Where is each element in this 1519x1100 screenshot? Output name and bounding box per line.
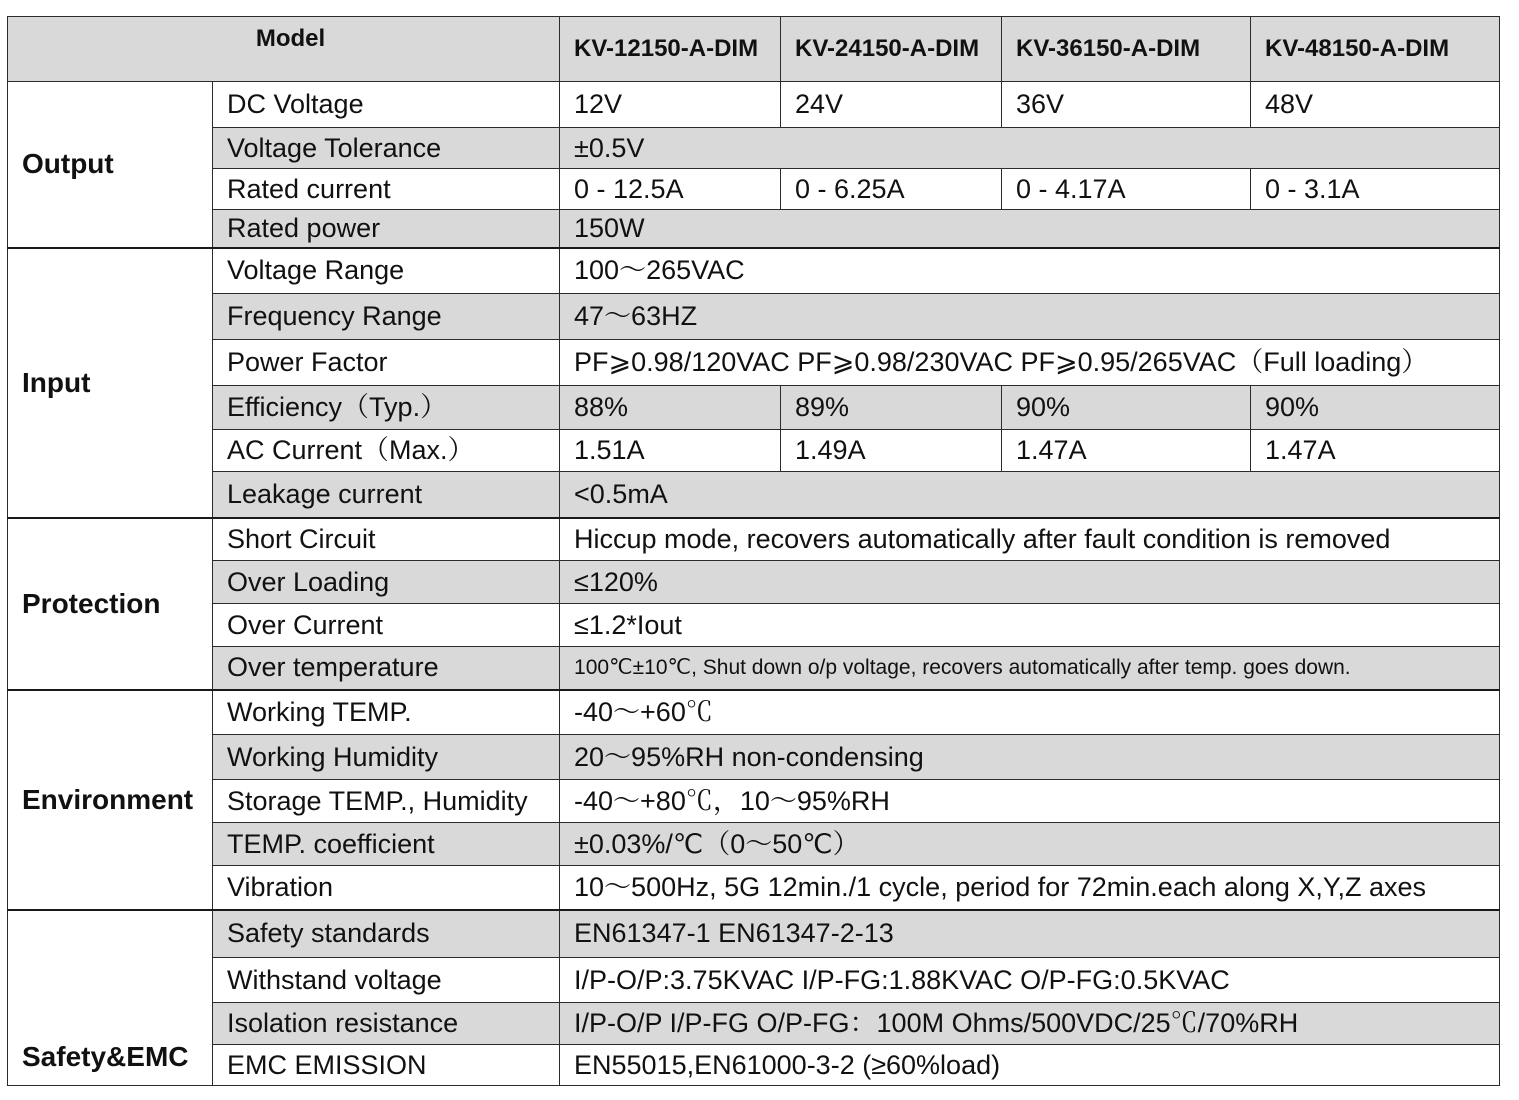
row-emc-emission	[8, 1045, 1500, 1086]
label-rated-power: Rated power	[213, 210, 560, 248]
value-rated-current-4: 0 - 3.1A	[1251, 169, 1500, 210]
row-temp-coefficient	[8, 823, 1500, 866]
row-short-circuit	[8, 518, 1500, 561]
row-working-temp	[8, 690, 1500, 735]
value-short-circuit: Hiccup mode, recovers automatically after fault condition is removed	[560, 518, 1500, 561]
row-frequency-range	[8, 294, 1500, 340]
row-over-temperature	[8, 647, 1500, 690]
value-emc-emission: EN55015,EN61000-3-2 (≥60%load)	[560, 1045, 1500, 1086]
label-ac-current: AC Current（Max.）	[213, 430, 560, 472]
value-efficiency-1: 88%	[560, 386, 781, 430]
label-over-loading: Over Loading	[213, 561, 560, 604]
label-short-circuit: Short Circuit	[213, 518, 560, 561]
value-efficiency-4: 90%	[1251, 386, 1500, 430]
value-ac-current-3: 1.47A	[1002, 430, 1251, 472]
row-isolation-resistance	[8, 1003, 1500, 1045]
value-rated-current-2: 0 - 6.25A	[781, 169, 1002, 210]
label-working-humidity: Working Humidity	[213, 735, 560, 780]
value-storage: -40～+80℃，10～95%RH	[560, 780, 1500, 823]
label-temp-coefficient: TEMP. coefficient	[213, 823, 560, 866]
row-dc-voltage	[8, 82, 1500, 128]
group-environment: Environment	[8, 690, 213, 910]
group-protection: Protection	[8, 518, 213, 690]
label-efficiency: Efficiency（Typ.）	[213, 386, 560, 430]
value-dc-voltage-3: 36V	[1002, 82, 1251, 128]
label-over-temperature: Over temperature	[213, 647, 560, 690]
label-voltage-range: Voltage Range	[213, 248, 560, 294]
label-voltage-tolerance: Voltage Tolerance	[213, 128, 560, 169]
row-safety-standards	[8, 910, 1500, 958]
row-storage	[8, 780, 1500, 823]
label-isolation-resistance: Isolation resistance	[213, 1003, 560, 1045]
label-vibration: Vibration	[213, 866, 560, 910]
row-efficiency	[8, 386, 1500, 430]
value-over-loading: ≤120%	[560, 561, 1500, 604]
label-withstand-voltage: Withstand voltage	[213, 958, 560, 1003]
value-dc-voltage-1: 12V	[560, 82, 781, 128]
group-input: Input	[8, 248, 213, 518]
group-safety-emc: Safety&EMC	[8, 910, 213, 1086]
label-leakage-current: Leakage current	[213, 472, 560, 518]
value-over-temperature: 100℃±10℃, Shut down o/p voltage, recovers automatically after temp. goes down.	[560, 647, 1500, 690]
value-isolation-resistance: I/P-O/P I/P-FG O/P-FG：100M Ohms/500VDC/25℃/70%RH	[560, 1003, 1500, 1045]
group-output: Output	[8, 82, 213, 248]
row-voltage-range	[8, 248, 1500, 294]
value-dc-voltage-4: 48V	[1251, 82, 1500, 128]
value-efficiency-2: 89%	[781, 386, 1002, 430]
row-over-loading	[8, 561, 1500, 604]
label-storage: Storage TEMP., Humidity	[213, 780, 560, 823]
value-rated-power: 150W	[560, 210, 1500, 248]
value-ac-current-1: 1.51A	[560, 430, 781, 472]
value-rated-current-3: 0 - 4.17A	[1002, 169, 1251, 210]
value-dc-voltage-2: 24V	[781, 82, 1002, 128]
value-ac-current-2: 1.49A	[781, 430, 1002, 472]
model-3-header: KV-36150-A-DIM	[1002, 17, 1251, 82]
value-withstand-voltage: I/P-O/P:3.75KVAC I/P-FG:1.88KVAC O/P-FG:0.5KVAC	[560, 958, 1500, 1003]
model-4-header: KV-48150-A-DIM	[1251, 17, 1500, 82]
value-ac-current-4: 1.47A	[1251, 430, 1500, 472]
row-working-humidity	[8, 735, 1500, 780]
row-rated-power	[8, 210, 1500, 248]
label-rated-current: Rated current	[213, 169, 560, 210]
label-safety-standards: Safety standards	[213, 910, 560, 958]
label-over-current: Over Current	[213, 604, 560, 647]
model-2-header: KV-24150-A-DIM	[781, 17, 1002, 82]
row-withstand-voltage	[8, 958, 1500, 1003]
row-voltage-tolerance	[8, 128, 1500, 169]
header-row	[8, 17, 1500, 82]
value-safety-standards: EN61347-1 EN61347-2-13	[560, 910, 1500, 958]
value-power-factor: PF⩾0.98/120VAC PF⩾0.98/230VAC PF⩾0.95/265VAC（Full loading）	[560, 340, 1500, 386]
label-working-temp: Working TEMP.	[213, 690, 560, 735]
value-working-humidity: 20～95%RH non-condensing	[560, 735, 1500, 780]
value-temp-coefficient: ±0.03%/℃（0～50℃）	[560, 823, 1500, 866]
value-voltage-range: 100～265VAC	[560, 248, 1500, 294]
row-vibration	[8, 866, 1500, 910]
value-working-temp: -40～+60℃	[560, 690, 1500, 735]
value-rated-current-1: 0 - 12.5A	[560, 169, 781, 210]
value-frequency-range: 47～63HZ	[560, 294, 1500, 340]
spec-table	[7, 16, 1500, 1086]
value-over-current: ≤1.2*Iout	[560, 604, 1500, 647]
model-1-header: KV-12150-A-DIM	[560, 17, 781, 82]
label-emc-emission: EMC EMISSION	[213, 1045, 560, 1086]
value-vibration: 10～500Hz, 5G 12min./1 cycle, period for 72min.each along X,Y,Z axes	[560, 866, 1500, 910]
model-header: Model	[8, 17, 560, 82]
value-efficiency-3: 90%	[1002, 386, 1251, 430]
row-ac-current	[8, 430, 1500, 472]
row-over-current	[8, 604, 1500, 647]
value-leakage-current: <0.5mA	[560, 472, 1500, 518]
label-frequency-range: Frequency Range	[213, 294, 560, 340]
value-voltage-tolerance: ±0.5V	[560, 128, 1500, 169]
label-power-factor: Power Factor	[213, 340, 560, 386]
label-dc-voltage: DC Voltage	[213, 82, 560, 128]
row-leakage-current	[8, 472, 1500, 518]
row-power-factor	[8, 340, 1500, 386]
row-rated-current	[8, 169, 1500, 210]
